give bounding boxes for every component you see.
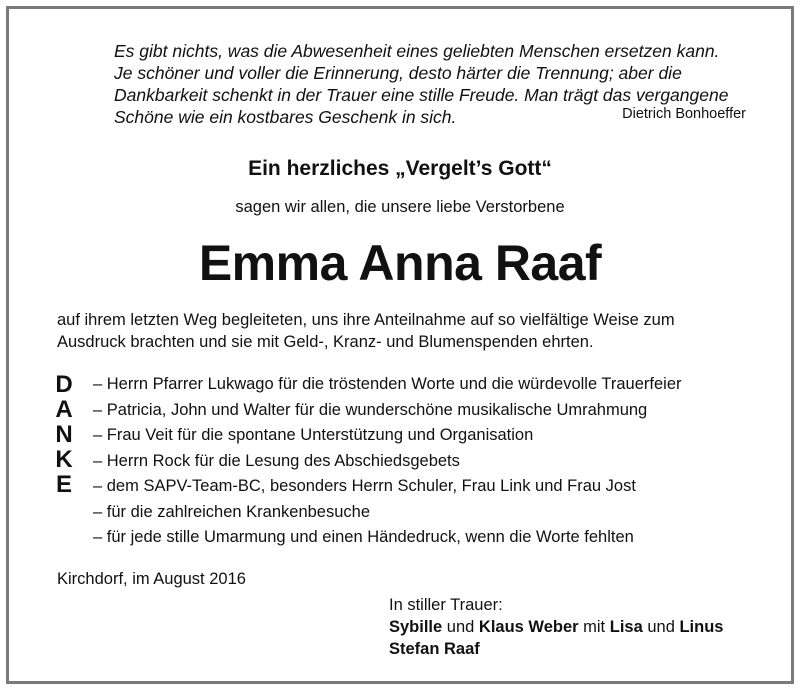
danke-letter: N (55, 421, 73, 448)
connector-text: und (642, 618, 680, 636)
danke-letter: K (55, 446, 73, 473)
deceased-name: Emma Anna Raaf (198, 235, 602, 291)
quote-author: Dietrich Bonhoeffer (622, 106, 746, 122)
list-item: – für die zahlreichen Krankenbesuche (93, 502, 371, 521)
danke-vertical (50, 372, 78, 497)
list-item: – Herrn Rock für die Lesung des Abschiedsgebets (93, 451, 460, 470)
thanks-list (93, 372, 682, 551)
heading: Ein herzliches „Vergelt’s Gott“ (248, 157, 552, 180)
danke-letter: E (55, 471, 72, 498)
thanks-paragraph (57, 309, 757, 353)
quote-line: Es gibt nichts, was die Abwesenheit eines geliebten Menschen ersetzen kann. (114, 41, 720, 61)
mourner-name: Sybille (389, 618, 443, 636)
mourners-line (389, 616, 723, 638)
mourners-label: In stiller Trauer: (389, 596, 503, 614)
mourners-line (389, 638, 723, 660)
list-item: – Herrn Pfarrer Lukwago für die tröstenden Worte und die würdevolle Trauerfeier (93, 375, 682, 393)
connector-text: und (442, 618, 479, 636)
place-date: Kirchdorf, im August 2016 (57, 570, 246, 588)
quote-line: Je schöner und voller die Erinnerung, desto härter die Trennung; aber die (114, 63, 682, 83)
danke-letter: A (55, 396, 73, 423)
quote-line: Dankbarkeit schenkt in der Trauer eine stille Freude. Man trägt das vergangene (114, 85, 729, 105)
mourners-block (389, 594, 723, 660)
list-item: – Frau Veit für die spontane Unterstützung und Organisation (93, 426, 534, 444)
intro-text: sagen wir allen, die unsere liebe Verstorbene (235, 198, 565, 216)
mourner-name: Linus (679, 618, 724, 636)
list-item: – für jede stille Umarmung und einen Händedruck, wenn die Worte fehlten (93, 528, 634, 546)
quote-line: Schöne wie ein kostbares Geschenk in sich. (114, 107, 457, 127)
mourner-name: Klaus Weber (478, 618, 579, 636)
paragraph-line: auf ihrem letzten Weg begleiteten, uns ihre Anteilnahme auf so vielfältige Weise zum (57, 311, 675, 329)
list-item: – dem SAPV-Team-BC, besonders Herrn Schuler, Frau Link und Frau Jost (93, 477, 636, 495)
paragraph-line: Ausdruck brachten und sie mit Geld-, Kranz- und Blumenspenden ehrten. (57, 333, 594, 351)
danke-letter: D (55, 371, 73, 398)
list-item: – Patricia, John und Walter für die wunderschöne musikalische Umrahmung (93, 400, 648, 419)
mourner-name: Lisa (609, 618, 643, 636)
connector-text: mit (578, 618, 610, 636)
mourner-name: Stefan Raaf (389, 640, 480, 658)
